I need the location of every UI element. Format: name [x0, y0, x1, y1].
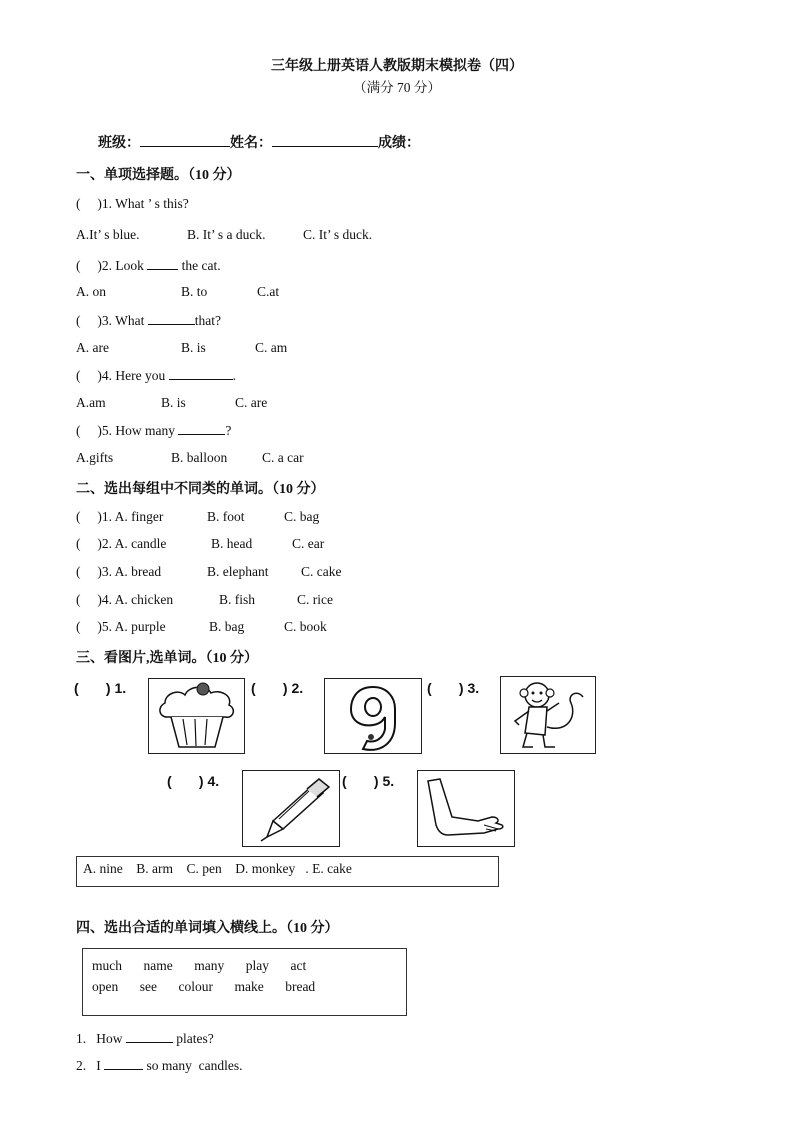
q2-text-a: ( )2. Look — [76, 258, 148, 273]
section1-q5-option-c: C. a car — [262, 450, 304, 465]
section2-row-3-c: C. cake — [301, 564, 342, 579]
section2-row-2-b: B. head — [211, 536, 253, 551]
word-bank-row-2: open see colour make bread — [92, 979, 316, 994]
word-bank-row-1: much name many play act — [92, 958, 307, 973]
q4-text-a: ( )4. Here you — [76, 368, 169, 383]
section1-q4-option-b: B. is — [161, 395, 186, 410]
section2-row-1-a: ( )1. A. finger — [76, 509, 164, 524]
q5-text-a: ( )5. How many — [76, 423, 179, 438]
section4-q1-text-b: plates? — [172, 1031, 214, 1046]
section1-q2-option-b: B. to — [181, 284, 208, 299]
section1-q5 — [76, 422, 231, 439]
section4-q2 — [76, 1057, 242, 1074]
q4-text-b: . — [232, 368, 236, 383]
q3-text-a: ( )3. What — [76, 313, 148, 328]
picture-label-2: ( ) 2. — [251, 680, 304, 696]
score-label: 成绩： — [378, 136, 420, 151]
section1-q3-option-b: B. is — [181, 340, 206, 355]
section3-heading: 三、看图片,选单词。（10 分） — [76, 651, 258, 666]
section1-q1: ( )1. What ’ s this? — [76, 196, 189, 211]
picture-cake — [148, 678, 245, 754]
section2-heading: 二、选出每组中不同类的单词。（10 分） — [76, 482, 325, 497]
student-info-row — [91, 116, 420, 152]
q3-text-b: that? — [194, 313, 221, 328]
section2-row-2-c: C. ear — [292, 536, 325, 551]
picture-label-5: ( ) 5. — [342, 773, 395, 789]
section2-row-2-a: ( )2. A. candle — [76, 536, 167, 551]
section4-q2-text-a: 2. I — [76, 1058, 105, 1073]
section4-heading: 四、选出合适的单词填入横线上。（10 分） — [76, 921, 339, 936]
section4-q1-text-a: 1. How — [76, 1031, 126, 1046]
picture-label-1: ( ) 1. — [74, 680, 127, 696]
section1-heading: 一、单项选择题。（10 分） — [76, 168, 241, 183]
picture-label-4: ( ) 4. — [167, 773, 220, 789]
section1-q1-option-b: B. It’ s a duck. — [187, 227, 266, 242]
arm-icon — [418, 771, 514, 846]
section2-row-5-c: C. book — [284, 619, 327, 634]
section2-row-3-a: ( )3. A. bread — [76, 564, 162, 579]
section1-q4-option-c: C. are — [235, 395, 268, 410]
section2-row-5-b: B. bag — [209, 619, 245, 634]
section4-q2-text-b: so many candles. — [143, 1058, 243, 1073]
section1-q3-option-c: C. am — [255, 340, 288, 355]
section2-row-4-a: ( )4. A. chicken — [76, 592, 174, 607]
picture-arm — [417, 770, 515, 847]
section1-q5-option-a: A.gifts — [76, 450, 114, 465]
section4-q1-blank[interactable] — [126, 1030, 173, 1043]
section3-options: A. nine B. arm C. pen D. monkey . E. cake — [83, 861, 352, 876]
picture-label-3: ( ) 3. — [427, 680, 480, 696]
section1-q5-option-b: B. balloon — [171, 450, 228, 465]
name-label: 姓名： — [230, 136, 272, 151]
number-nine-icon — [325, 679, 421, 753]
q2-blank[interactable] — [147, 257, 178, 270]
section2-row-1-c: C. bag — [284, 509, 320, 524]
section1-q3-option-a: A. are — [76, 340, 109, 355]
section1-q2-option-a: A. on — [76, 284, 106, 299]
section2-row-4-c: C. rice — [297, 592, 333, 607]
section2-row-4-b: B. fish — [219, 592, 256, 607]
section1-q4-option-a: A.am — [76, 395, 106, 410]
section1-q2-option-c: C.at — [257, 284, 280, 299]
section1-q4 — [76, 367, 236, 384]
pen-icon — [243, 771, 339, 846]
section4-word-box — [82, 948, 407, 1016]
section1-q1-option-c: C. It’ s duck. — [303, 227, 373, 242]
q2-text-b: the cat. — [178, 258, 221, 273]
page-title: 三年级上册英语人教版期末模拟卷（四） — [271, 59, 523, 74]
picture-nine — [324, 678, 422, 754]
picture-monkey — [500, 676, 596, 754]
section1-q2 — [76, 257, 221, 274]
section2-row-1-b: B. foot — [207, 509, 245, 524]
section1-q1-option-a: A.It’ s blue. — [76, 227, 140, 242]
q3-blank[interactable] — [148, 312, 195, 325]
monkey-icon — [501, 677, 595, 753]
section4-q1 — [76, 1030, 214, 1047]
name-blank[interactable] — [272, 134, 378, 147]
class-blank[interactable] — [140, 134, 230, 147]
q4-blank[interactable] — [169, 367, 233, 380]
section4-q2-blank[interactable] — [104, 1057, 143, 1070]
cake-icon — [149, 679, 244, 753]
page-subtitle: （满分 70 分） — [353, 80, 441, 95]
q5-blank[interactable] — [178, 422, 225, 435]
section3-options-box — [76, 856, 499, 887]
section1-q3 — [76, 312, 221, 329]
picture-pen — [242, 770, 340, 847]
section2-row-5-a: ( )5. A. purple — [76, 619, 166, 634]
section2-row-3-b: B. elephant — [207, 564, 269, 579]
class-label: 班级： — [98, 136, 140, 151]
q5-text-b: ? — [225, 423, 232, 438]
